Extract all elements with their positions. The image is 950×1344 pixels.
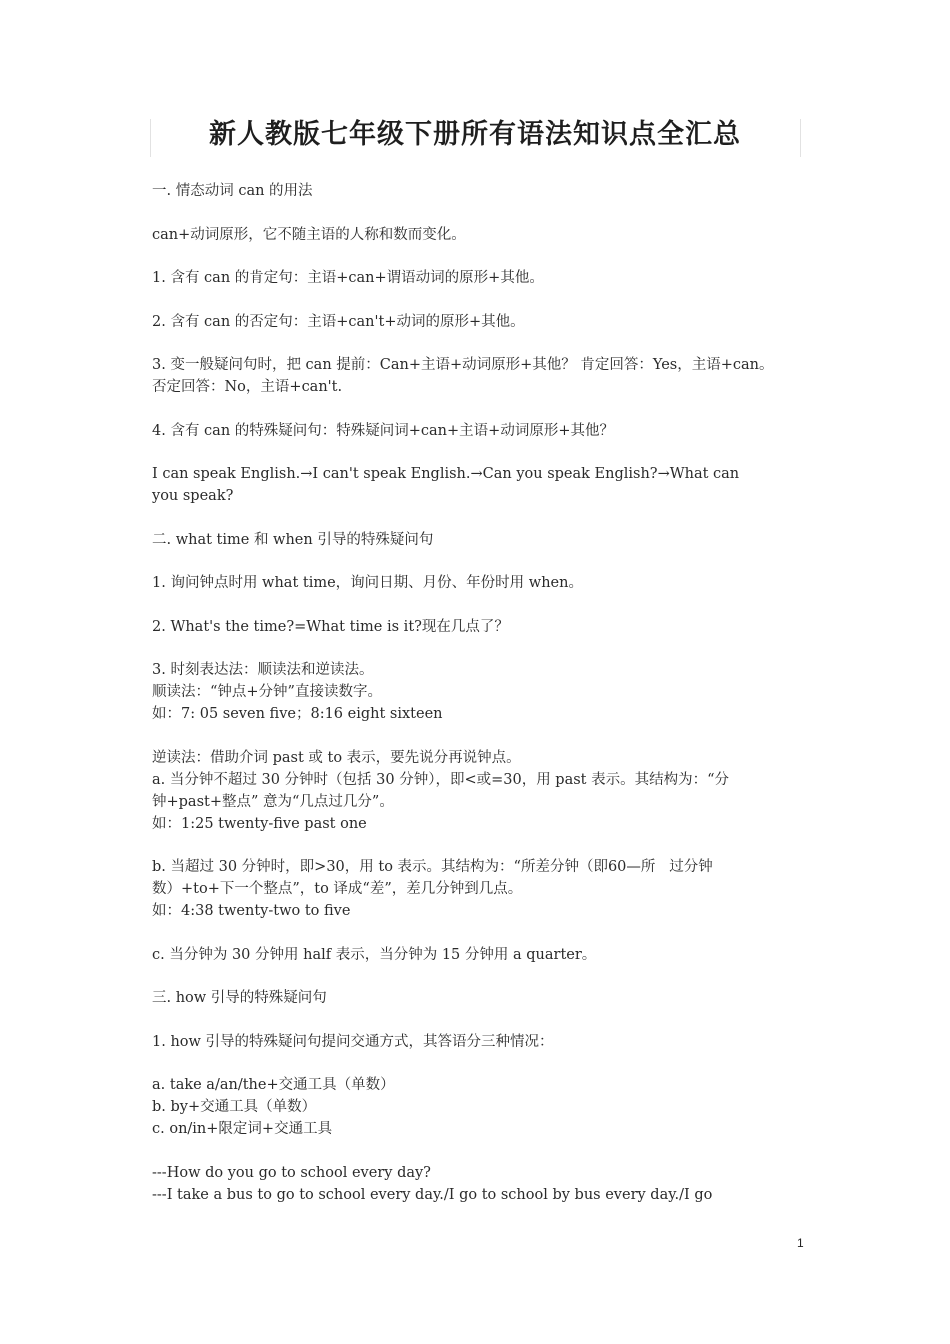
text-line: 2. What's the time?=What time is it?现在几点了？ [152,618,509,635]
text-line: a. take a/an/the+交通工具（单数） [152,1077,395,1093]
paragraph [152,944,832,966]
text-line: 二. what time 和 when 引导的特殊疑问句 [152,531,434,548]
text-line: b. 当超过 30 分钟时，即>30，用 to 表示。其结构为：“所差分钟（即60—所 过分钟 [152,859,713,875]
paragraph-gap [152,835,832,857]
text-line: 如：7: 05 seven five；8:16 eight sixteen [152,706,443,722]
paragraph [152,354,832,398]
text-line: 3. 时刻表达法：顺读法和逆读法。 [152,662,374,678]
page-title: 新人教版七年级下册所有语法知识点全汇总 [209,119,741,150]
paragraph-gap [152,246,832,268]
text-line: b. by+交通工具（单数） [152,1099,317,1115]
paragraph [152,1031,832,1053]
text-line: 钟+past+整点” 意为“几点过几分”。 [152,793,394,810]
paragraph-gap [152,966,832,988]
text-line: 顺读法：“钟点+分钟”直接读数字。 [152,684,382,700]
text-line: 如：1:25 twenty-five past one [152,815,367,832]
text-line: 三. how 引导的特殊疑问句 [152,990,327,1006]
paragraph-gap [152,922,832,944]
text-line: I can speak English.→I can't speak English.→Can you speak English?→What can [152,466,740,482]
text-line: ---I take a bus to go to school every day./I go to school by bus every day./I go [152,1186,713,1203]
text-line: ---How do you go to school every day? [152,1164,431,1181]
paragraph-gap [152,398,832,420]
paragraph-gap [152,289,832,311]
text-line: 否定回答：No，主语+can't. [152,379,343,395]
paragraph [152,224,832,246]
paragraph [152,267,832,289]
text-line: you speak? [152,488,234,504]
text-line: 2. 含有 can 的否定句：主语+can't+动词的原形+其他。 [152,313,525,330]
paragraph [152,856,832,922]
paragraph-gap [152,725,832,747]
text-line: 1. 询问钟点时用 what time，询问日期、月份、年份时用 when。 [152,575,583,591]
paragraph-gap [152,1009,832,1031]
paragraph-gap [152,202,832,224]
text-line: can+动词原形，它不随主语的人称和数而变化。 [152,226,466,243]
paragraph-gap [152,1140,832,1162]
text-line: a. 当分钟不超过 30 分钟时（包括 30 分钟），即<或=30，用 past 表示。其结构为：“分 [152,771,730,788]
paragraph [152,659,832,725]
text-line: 逆读法：借助介词 past 或 to 表示，要先说分再说钟点。 [152,749,521,766]
paragraph [152,747,832,835]
paragraph-gap [152,507,832,529]
document-body [152,180,832,1206]
page-number: 1 [797,1236,804,1250]
paragraph [152,1074,832,1140]
text-line: c. on/in+限定词+交通工具 [152,1121,333,1137]
paragraph [152,987,832,1009]
text-line: 一. 情态动词 can 的用法 [152,183,313,199]
text-line: 如：4:38 twenty-two to five [152,903,351,919]
paragraph-gap [152,594,832,616]
text-line: 1. 含有 can 的肯定句：主语+can+谓语动词的原形+其他。 [152,270,544,286]
text-line: 1. how 引导的特殊疑问句提问交通方式，其答语分三种情况： [152,1033,554,1050]
paragraph [152,572,832,594]
paragraph-gap [152,638,832,660]
paragraph [152,463,832,507]
paragraph [152,311,832,333]
text-line: 3. 变一般疑问句时，把 can 提前：Can+主语+动词原形+其他？ 肯定回答：Yes，主语+can。 [152,357,774,373]
text-line: 4. 含有 can 的特殊疑问句：特殊疑问词+can+主语+动词原形+其他？ [152,422,614,439]
text-line: c. 当分钟为 30 分钟用 half 表示，当分钟为 15 分钟用 a quarter。 [152,946,597,963]
paragraph [152,1162,832,1206]
paragraph-gap [152,333,832,355]
paragraph [152,616,832,638]
text-line: 数）+to+下一个整点”，to 译成“差”，差几分钟到几点。 [152,881,523,897]
paragraph [152,420,832,442]
paragraph-gap [152,442,832,464]
paragraph-gap [152,1053,832,1075]
paragraph [152,180,832,202]
paragraph-gap [152,551,832,573]
paragraph [152,529,832,551]
